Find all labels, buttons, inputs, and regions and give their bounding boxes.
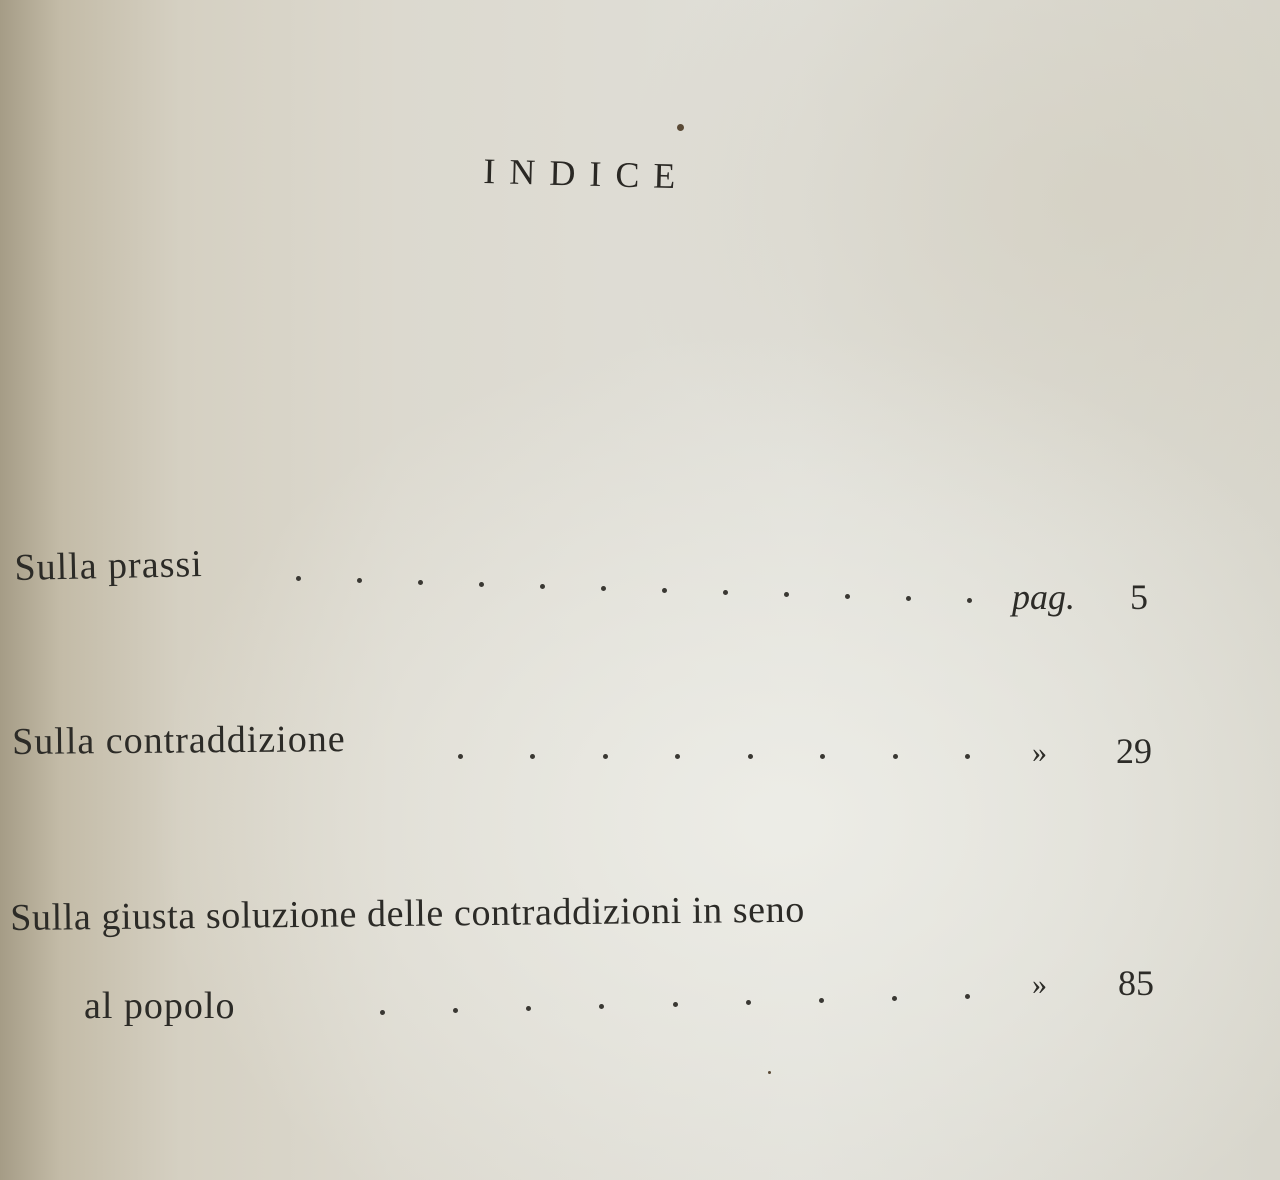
leader-dot xyxy=(380,1010,385,1015)
leader-dot xyxy=(479,582,484,587)
leader-dots xyxy=(380,990,970,1018)
leader-dot xyxy=(662,588,667,593)
leader-dot xyxy=(458,754,463,759)
leader-dot xyxy=(746,1000,751,1005)
page-number: 29 xyxy=(1116,731,1152,771)
leader-dot xyxy=(599,1004,604,1009)
leader-dot xyxy=(893,754,898,759)
page-prefix: pag. xyxy=(1012,577,1075,617)
leader-dot xyxy=(357,578,362,583)
leader-dot xyxy=(967,598,972,603)
leader-dot xyxy=(673,1002,678,1007)
leader-dot xyxy=(601,586,606,591)
leader-dot xyxy=(965,994,970,999)
leader-dot xyxy=(418,580,423,585)
page-number: 5 xyxy=(1130,577,1148,617)
leader-dot xyxy=(540,584,545,589)
leader-dot xyxy=(530,754,535,759)
toc-entry-title: Sulla prassi xyxy=(14,543,204,589)
leader-dot xyxy=(820,754,825,759)
toc-entry-title-continued: al popolo xyxy=(84,985,236,1027)
leader-dot xyxy=(526,1006,531,1011)
ditto-mark: » xyxy=(1032,736,1047,769)
leader-dot xyxy=(603,754,608,759)
leader-dot xyxy=(892,996,897,1001)
leader-dot xyxy=(845,594,850,599)
leader-dot xyxy=(296,576,301,581)
leader-dot xyxy=(453,1008,458,1013)
leader-dot xyxy=(675,754,680,759)
leader-dot xyxy=(965,754,970,759)
ink-speck xyxy=(677,124,684,131)
toc-entry-title: Sulla contraddizione xyxy=(12,718,346,763)
leader-dot xyxy=(906,596,911,601)
leader-dot xyxy=(819,998,824,1003)
ink-speck xyxy=(768,1071,771,1074)
leader-dots xyxy=(296,576,972,606)
toc-entry-title: Sulla giusta soluzione delle contraddizioni in seno xyxy=(10,888,806,939)
page-title: INDICE xyxy=(482,150,690,197)
leader-dot xyxy=(723,590,728,595)
page-number: 85 xyxy=(1118,963,1154,1003)
leader-dot xyxy=(784,592,789,597)
ditto-mark: » xyxy=(1032,968,1047,1001)
leader-dots xyxy=(458,754,970,766)
leader-dot xyxy=(748,754,753,759)
